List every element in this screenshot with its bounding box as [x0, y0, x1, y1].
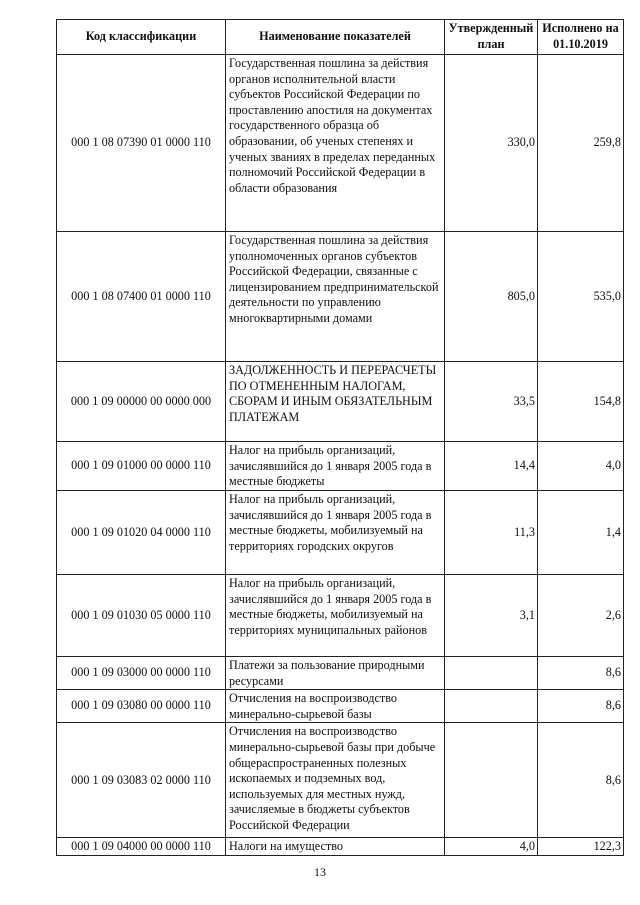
row-done: 8,6: [538, 657, 624, 690]
row-plan: [445, 690, 538, 723]
budget-execution-table: [56, 19, 624, 856]
row-plan: [445, 657, 538, 690]
row-done: 8,6: [538, 723, 624, 838]
row-name: Налог на прибыль организаций, зачислявшийся до 1 января 2005 года в местные бюджеты: [226, 442, 445, 491]
row-done: 535,0: [538, 232, 624, 362]
table-row: [57, 442, 624, 491]
table-row: [57, 232, 624, 362]
row-done: 1,4: [538, 491, 624, 575]
row-done: 259,8: [538, 55, 624, 232]
row-done: 4,0: [538, 442, 624, 491]
row-name: Платежи за пользование природными ресурсами: [226, 657, 445, 690]
table-row: [57, 575, 624, 657]
row-plan: [445, 723, 538, 838]
row-plan: 805,0: [445, 232, 538, 362]
row-name: Государственная пошлина за действия органов исполнительной власти субъектов Российской Федерации по проставлению апостиля на документах государственного образца об образовании, об ученых степенях и ученых званиях в пределах переданных полномочий Российской Федерации в области образования: [226, 55, 445, 232]
row-code: 000 1 09 00000 00 0000 000: [57, 362, 226, 442]
row-plan: 4,0: [445, 838, 538, 856]
table-row: [57, 362, 624, 442]
budget-table-sheet: [56, 19, 624, 856]
table-row: [57, 491, 624, 575]
row-name: Налог на прибыль организаций, зачислявшийся до 1 января 2005 года в местные бюджеты, мобилизуемый на территориях муниципальных районов: [226, 575, 445, 657]
row-name: Отчисления на воспроизводство минерально-сырьевой базы при добыче общераспространенных полезных ископаемых и подземных вод, используемых для местных нужд, зачисляемые в бюджеты субъектов Российской Федерации: [226, 723, 445, 838]
table-row: [57, 723, 624, 838]
row-plan: 3,1: [445, 575, 538, 657]
row-code: 000 1 08 07390 01 0000 110: [57, 55, 226, 232]
row-code: 000 1 09 03080 00 0000 110: [57, 690, 226, 723]
table-row: [57, 657, 624, 690]
row-code: 000 1 09 01000 00 0000 110: [57, 442, 226, 491]
table-row: [57, 690, 624, 723]
row-name: Государственная пошлина за действия уполномоченных органов субъектов Российской Федерации, связанные с лицензированием предпринимательской деятельности по управлению многоквартирными домами: [226, 232, 445, 362]
page-number: 13: [314, 865, 326, 879]
row-plan: 14,4: [445, 442, 538, 491]
table-row: [57, 55, 624, 232]
row-plan: 11,3: [445, 491, 538, 575]
header-plan: Утвержденный план: [445, 20, 538, 55]
row-name: ЗАДОЛЖЕННОСТЬ И ПЕРЕРАСЧЕТЫ ПО ОТМЕНЕННЫМ НАЛОГАМ, СБОРАМ И ИНЫМ ОБЯЗАТЕЛЬНЫМ ПЛАТЕЖАМ: [226, 362, 445, 442]
row-done: 122,3: [538, 838, 624, 856]
row-name: Налог на прибыль организаций, зачислявшийся до 1 января 2005 года в местные бюджеты, мобилизуемый на территориях городских округов: [226, 491, 445, 575]
table-header-row: [57, 20, 624, 55]
row-done: 154,8: [538, 362, 624, 442]
row-code: 000 1 09 01020 04 0000 110: [57, 491, 226, 575]
row-code: 000 1 08 07400 01 0000 110: [57, 232, 226, 362]
row-name: Отчисления на воспроизводство минерально-сырьевой базы: [226, 690, 445, 723]
row-plan: 33,5: [445, 362, 538, 442]
table-row: [57, 838, 624, 856]
header-name: Наименование показателей: [226, 20, 445, 55]
header-done: Исполнено на 01.10.2019: [538, 20, 624, 55]
row-done: 2,6: [538, 575, 624, 657]
row-name: Налоги на имущество: [226, 838, 445, 856]
row-done: 8,6: [538, 690, 624, 723]
row-code: 000 1 09 03000 00 0000 110: [57, 657, 226, 690]
row-code: 000 1 09 04000 00 0000 110: [57, 838, 226, 856]
row-code: 000 1 09 01030 05 0000 110: [57, 575, 226, 657]
header-code: Код классификации: [57, 20, 226, 55]
row-code: 000 1 09 03083 02 0000 110: [57, 723, 226, 838]
row-plan: 330,0: [445, 55, 538, 232]
